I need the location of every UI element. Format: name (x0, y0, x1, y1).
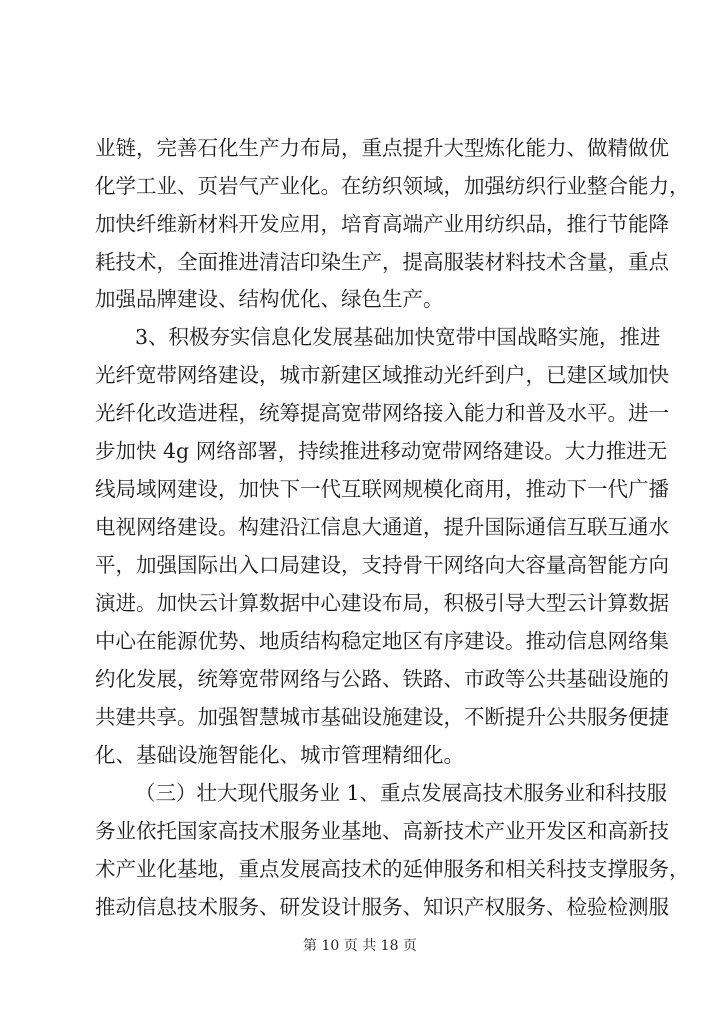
text-line-10: 线局域网建设，加快下一代互联网规模化商用，推动下一代广播 (95, 477, 669, 501)
text-line-18: （三）壮大现代服务业 1、重点发展高技术服务业和科技服 (135, 781, 668, 805)
text-line-8: 光纤化改造进程，统筹提高宽带网络接入能力和普及水平。进一 (95, 401, 669, 425)
text-line-16: 共建共享。加强智慧城市基础设施建设，不断提升公共服务便捷 (95, 705, 669, 729)
text-line-6: 3、积极夯实信息化发展基础加快宽带中国战略实施，推进 (135, 325, 661, 349)
text-line-17: 化、基础设施智能化、城市管理精细化。 (95, 743, 464, 767)
text-line-20: 术产业化基地，重点发展高技术的延伸服务和相关科技支撑服务， (95, 857, 690, 881)
page-footer: 第 10 页 共 18 页 (303, 938, 417, 954)
text-line-4: 耗技术，全面推进清洁印染生产，提高服装材料技术含量，重点 (95, 250, 669, 274)
text-line-19: 务业依托国家高技术服务业基地、高新技术产业开发区和高新技 (95, 819, 669, 843)
text-line-15: 约化发展，统筹宽带网络与公路、铁路、市政等公共基础设施的 (95, 667, 669, 691)
text-line-5: 加强品牌建设、结构优化、绿色生产。 (95, 287, 444, 311)
text-line-1: 业链，完善石化生产力布局，重点提升大型炼化能力、做精做优 (95, 136, 669, 160)
text-line-3: 加快纤维新材料开发应用，培育高端产业用纺织品，推行节能降 (95, 212, 669, 236)
text-line-13: 演进。加快云计算数据中心建设布局，积极引导大型云计算数据 (95, 591, 669, 615)
text-line-21: 推动信息技术服务、研发设计服务、知识产权服务、检验检测服 (95, 895, 669, 919)
text-line-2: 化学工业、页岩气产业化。在纺织领域，加强纺织行业整合能力， (95, 174, 690, 198)
text-line-14: 中心在能源优势、地质结构稳定地区有序建设。推动信息网络集 (95, 629, 669, 653)
text-line-9: 步加快 4g 网络部署，持续推进移动宽带网络建设。大力推进无 (95, 439, 668, 463)
text-line-11: 电视网络建设。构建沿江信息大通道，提升国际通信互联互通水 (95, 515, 669, 539)
text-line-12: 平，加强国际出入口局建设，支持骨干网络向大容量高智能方向 (95, 553, 669, 577)
text-line-7: 光纤宽带网络建设，城市新建区域推动光纤到户，已建区域加快 (95, 363, 669, 387)
